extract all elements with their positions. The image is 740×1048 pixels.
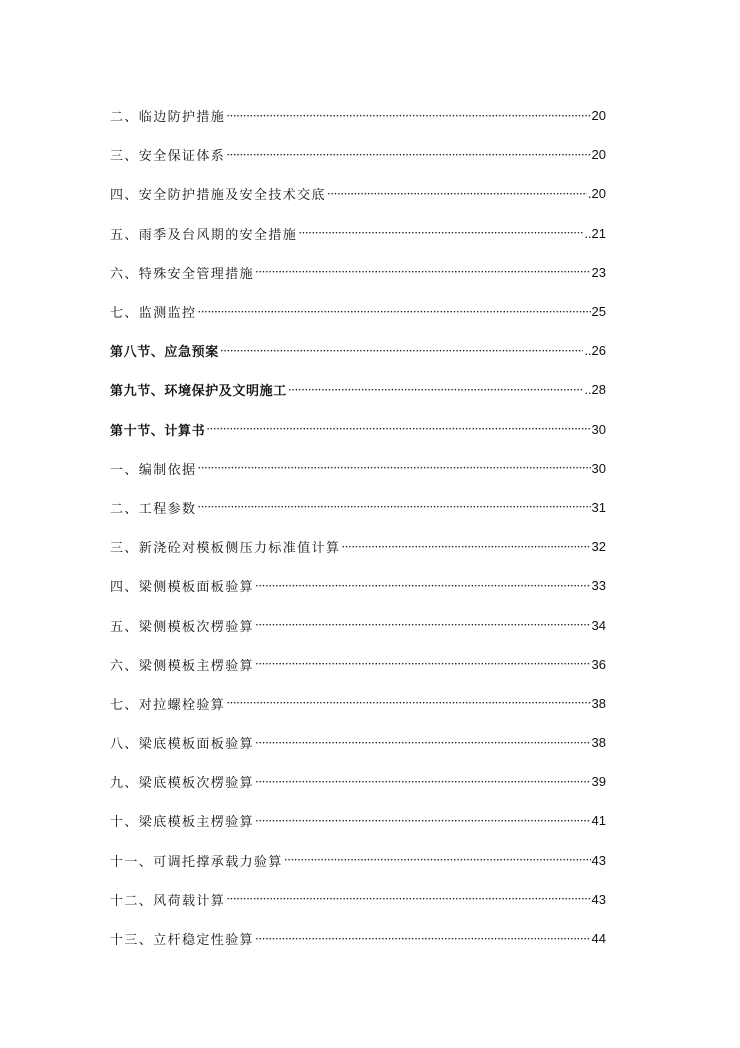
toc-entry[interactable] [110,488,606,527]
toc-leader-dots [255,736,591,750]
toc-leader-dots [255,265,591,279]
toc-entry-page: ..26 [584,343,606,359]
toc-entry[interactable] [110,174,606,213]
toc-entry-page: 32 [591,539,606,555]
toc-entry-section[interactable] [110,370,606,409]
toc-leader-dots [226,892,590,906]
toc-entry[interactable] [110,684,606,723]
toc-entry[interactable] [110,762,606,801]
toc-entry-title: 十三、立杆稳定性验算 [110,933,255,949]
toc-entry-title: 六、特殊安全管理措施 [110,266,255,282]
toc-entry[interactable] [110,214,606,253]
toc-entry[interactable] [110,566,606,605]
toc-entry-page: 20 [591,108,606,124]
toc-entry[interactable] [110,880,606,919]
toc-leader-dots [197,500,590,514]
toc-entry-title: 十、梁底模板主楞验算 [110,815,255,831]
toc-entry[interactable] [110,841,606,880]
toc-leader-dots [255,579,591,593]
toc-entry[interactable] [110,253,606,292]
toc-entry-page: 30 [591,421,606,437]
toc-entry-page: 31 [591,499,606,515]
toc-leader-dots [327,187,587,201]
toc-entry[interactable] [110,135,606,174]
toc-entry-section[interactable] [110,331,606,370]
toc-entry-title: 第九节、环境保护及文明施工 [110,384,287,400]
toc-entry-page: 36 [591,656,606,672]
toc-entry-page: 33 [591,578,606,594]
toc-entry[interactable] [110,96,606,135]
toc-entry-page: 20 [591,147,606,163]
toc-entry-title: 十二、风荷载计算 [110,893,226,909]
toc-leader-dots [255,657,591,671]
toc-leader-dots [220,344,584,358]
toc-entry-title: 七、监测监控 [110,306,197,322]
toc-leader-dots [255,932,591,946]
toc-entry-title: 六、梁侧模板主楞验算 [110,658,255,674]
toc-entry-section[interactable] [110,410,606,449]
toc-entry-title: 五、雨季及台风期的安全措施 [110,227,298,243]
toc-entry-title: 八、梁底模板面板验算 [110,737,255,753]
toc-entry-page: 43 [591,891,606,907]
toc-leader-dots [255,618,591,632]
toc-entry-page: .20 [587,186,606,202]
toc-entry-page: 34 [591,617,606,633]
toc-leader-dots [255,814,591,828]
toc-entry-title: 第十节、计算书 [110,423,206,439]
toc-entry[interactable] [110,292,606,331]
toc-entry-title: 第八节、应急预案 [110,345,219,361]
toc-entry-title: 十一、可调托撑承载力验算 [110,854,283,870]
toc-entry-title: 五、梁侧模板次楞验算 [110,619,255,635]
toc-entry-page: 44 [591,931,606,947]
toc-entry-page: 41 [591,813,606,829]
toc-entry-title: 二、临边防护措施 [110,110,226,126]
toc-leader-dots [226,109,590,123]
toc-entry-page: 38 [591,695,606,711]
toc-leader-dots [197,305,590,319]
toc-entry-page: 43 [591,852,606,868]
toc-leader-dots [255,775,591,789]
toc-entry[interactable] [110,449,606,488]
toc-entry-title: 三、安全保证体系 [110,149,226,165]
toc-leader-dots [284,853,591,867]
toc-entry-page: 30 [591,460,606,476]
toc-entry-page: ..28 [584,382,606,398]
toc-entry[interactable] [110,723,606,762]
toc-leader-dots [288,383,584,397]
toc-entry[interactable] [110,801,606,840]
toc-entry-title: 一、编制依据 [110,462,197,478]
toc-entry[interactable] [110,919,606,958]
toc-leader-dots [226,696,590,710]
toc-entry-title: 七、对拉螺栓验算 [110,697,226,713]
toc-leader-dots [226,148,590,162]
toc-entry-title: 四、梁侧模板面板验算 [110,580,255,596]
toc-entry-title: 二、工程参数 [110,501,197,517]
toc-leader-dots [341,540,590,554]
toc-entry[interactable] [110,645,606,684]
toc-entry-title: 九、梁底模板次楞验算 [110,776,255,792]
toc-entry-page: 38 [591,735,606,751]
toc-entry-page: 39 [591,774,606,790]
toc-leader-dots [298,226,583,240]
toc-entry-page: 25 [591,304,606,320]
toc-entry-page: 23 [591,264,606,280]
toc-entry-title: 三、新浇砼对模板侧压力标准值计算 [110,541,341,557]
table-of-contents [110,96,606,958]
toc-entry-page: ..21 [584,225,606,241]
toc-entry-title: 四、安全防护措施及安全技术交底 [110,188,327,204]
toc-entry[interactable] [110,527,606,566]
toc-entry[interactable] [110,605,606,644]
toc-leader-dots [206,422,590,436]
toc-leader-dots [197,461,590,475]
